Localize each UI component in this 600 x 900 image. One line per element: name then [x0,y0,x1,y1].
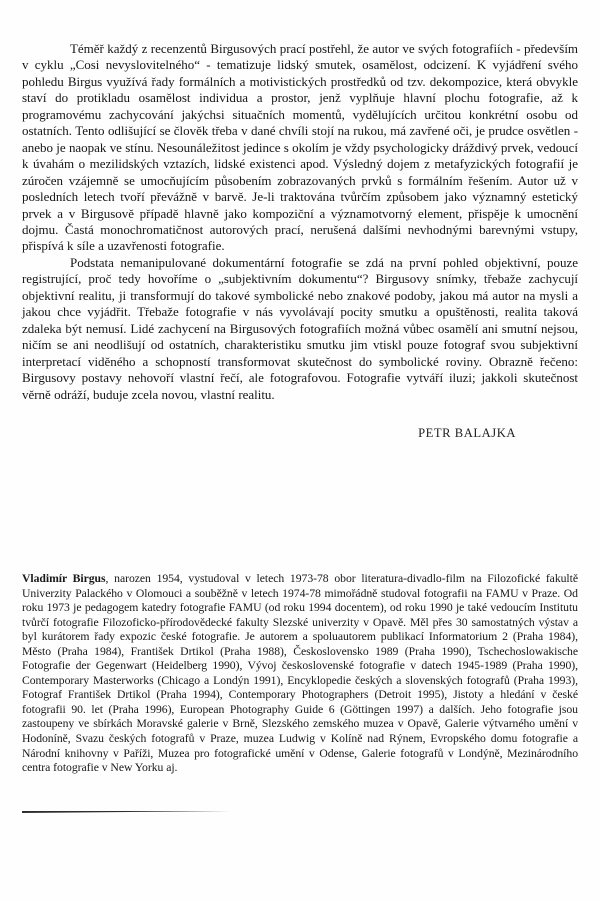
essay-paragraph-1: Téměř každý z recenzentů Birgusových prací postřehl, že autor ve svých fotografiích - především v cyklu „Cosi nevyslovitelného“ - tematizuje lidský smutek, osamělost, odcizení. K vyjádření svého pohledu Birgus využívá řady formálních a motivistických prostředků od tzv. dekompozice, která obvykle staví do protikladu osamělost individua a prostor, jenž vyplňuje hlavní plochu fotografie, až k programovému zachycování jakýchsi situačních momentů, vydělujících určitou konkrétní osobu od ostatních. Tento odlišující se člověk třeba v dané chvíli stojí na rukou, má zavřené oči, je prudce osvětlen - anebo je naopak ve stínu. Nesounáležitost jedince s okolím je vždy psychologicky dráždivý prvek, vedoucí k úvahám o mezilidských vztazích, lidské existenci apod. Výsledný dojem z metafyzických fotografií je zúročen vzájemně se umocňujícím působením zobrazovaných prvků s formálním řešením. Autor už v posledních letech tvoří převážně v barvě. Je-li traktována tvůrčím způsobem jako významný estetický prvek a v Birgusově případě hlavně jako kompoziční a významotvorný element, přispěje k umocnění dojmu. Častá monochromatičnost autorových prací, nerušená dalšími nevhodnými barevnými vstupy, přispívá k síle a uzavřenosti fotografie. [22,41,579,254]
essay-signature: PETR BALAJKA [418,425,516,440]
biography-paragraph [22,572,578,776]
essay-block [22,41,578,441]
biography-author-name: Vladimír Birgus [22,572,106,585]
essay-body [22,41,578,403]
essay-paragraph-2: Podstata nemanipulované dokumentární fotografie se zdá na první pohled objektivní, pouze registrující, proč tedy hovoříme o „subjektivním dokumentu“? Birgusovy snímky, třebaže zachycují objektivní realitu, ji transformují do takové symbolické nebo znakové podoby, jakou má autor na mysli a jakou chce vyjádřit. Třebaže fotografie v nás vyvolávají pocity smutku a opuštěnosti, realita taková zdaleka být nemusí. Lidé zachycení na Birgusových fotografiích možná vůbec osamělí ani smutní nejsou, ničím se ani neodlišují od ostatních, charakteristiku smutku jim vtiskl pouze fotograf svou subjektivní interpretací viděného a schopností transformovat skutečnost do symbolické roviny. Obrazně řečeno: Birgusovy postavy nehovoří vlastní řečí, ale fotografovou. Fotografie vytváří iluzi; jakkoli skutečnost věrně odráží, buduje zcela novou, vlastní realitu. [22,254,578,402]
biography-block [22,572,578,776]
footer-divider [22,811,590,814]
biography-text: , narozen 1954, vystudoval v letech 1973-78 obor literatura-divadlo-film na Filozofické fakultě Univerzity Palackého v Olomouci a souběžně v letech 1974-78 mimořádně studoval fotografii na FAMU v Praze. Od roku 1973 je pedagogem katedry fotografie FAMU (od roku 1994 docentem), od roku 1990 je také vedoucím Institutu tvůrčí fotografie Filozoficko-přírodovědecké fakulty Slezské univerzity v Opavě. Měl přes 30 samostatných výstav a byl kurátorem řady expozic české fotografie. Je autorem a spoluautorem publikací Informatorium 2 (Praha 1984), Město (Praha 1984), František Drtikol (Praha 1988), Československo 1989 (Praha 1990), Tschechoslowakische Fotografie der Gegenwart (Heidelberg 1990), Vývoj československé fotografie v datech 1945-1989 (Praha 1990), Contemporary Masterworks (Chicago a Londýn 1991), Encyklopedie českých a slovenských fotografů (Praha 1993), Fotograf František Drtikol (Praha 1994), Contemporary Photographers (Detroit 1995), Jistoty a hledání v české fotografii 90. let (Praha 1996), European Photography Guide 6 (Göttingen 1997) a dalších. Jeho fotografie jsou zastoupeny ve sbírkách Moravské galerie v Brně, Slezského zemského muzea v Opavě, Galerie výtvarného umění v Hodoníně, Svazu českých fotografů v Praze, muzea Ludwig v Kolíně nad Rýnem, Evropského domu fotografie a Národní knihovny v Paříži, Muzea pro fotografické umění v Odense, Galerie fotografů v Londýně, Mezinárodního centra fotografie v New Yorku aj. [22,572,578,775]
footer-divider-line [22,811,590,813]
